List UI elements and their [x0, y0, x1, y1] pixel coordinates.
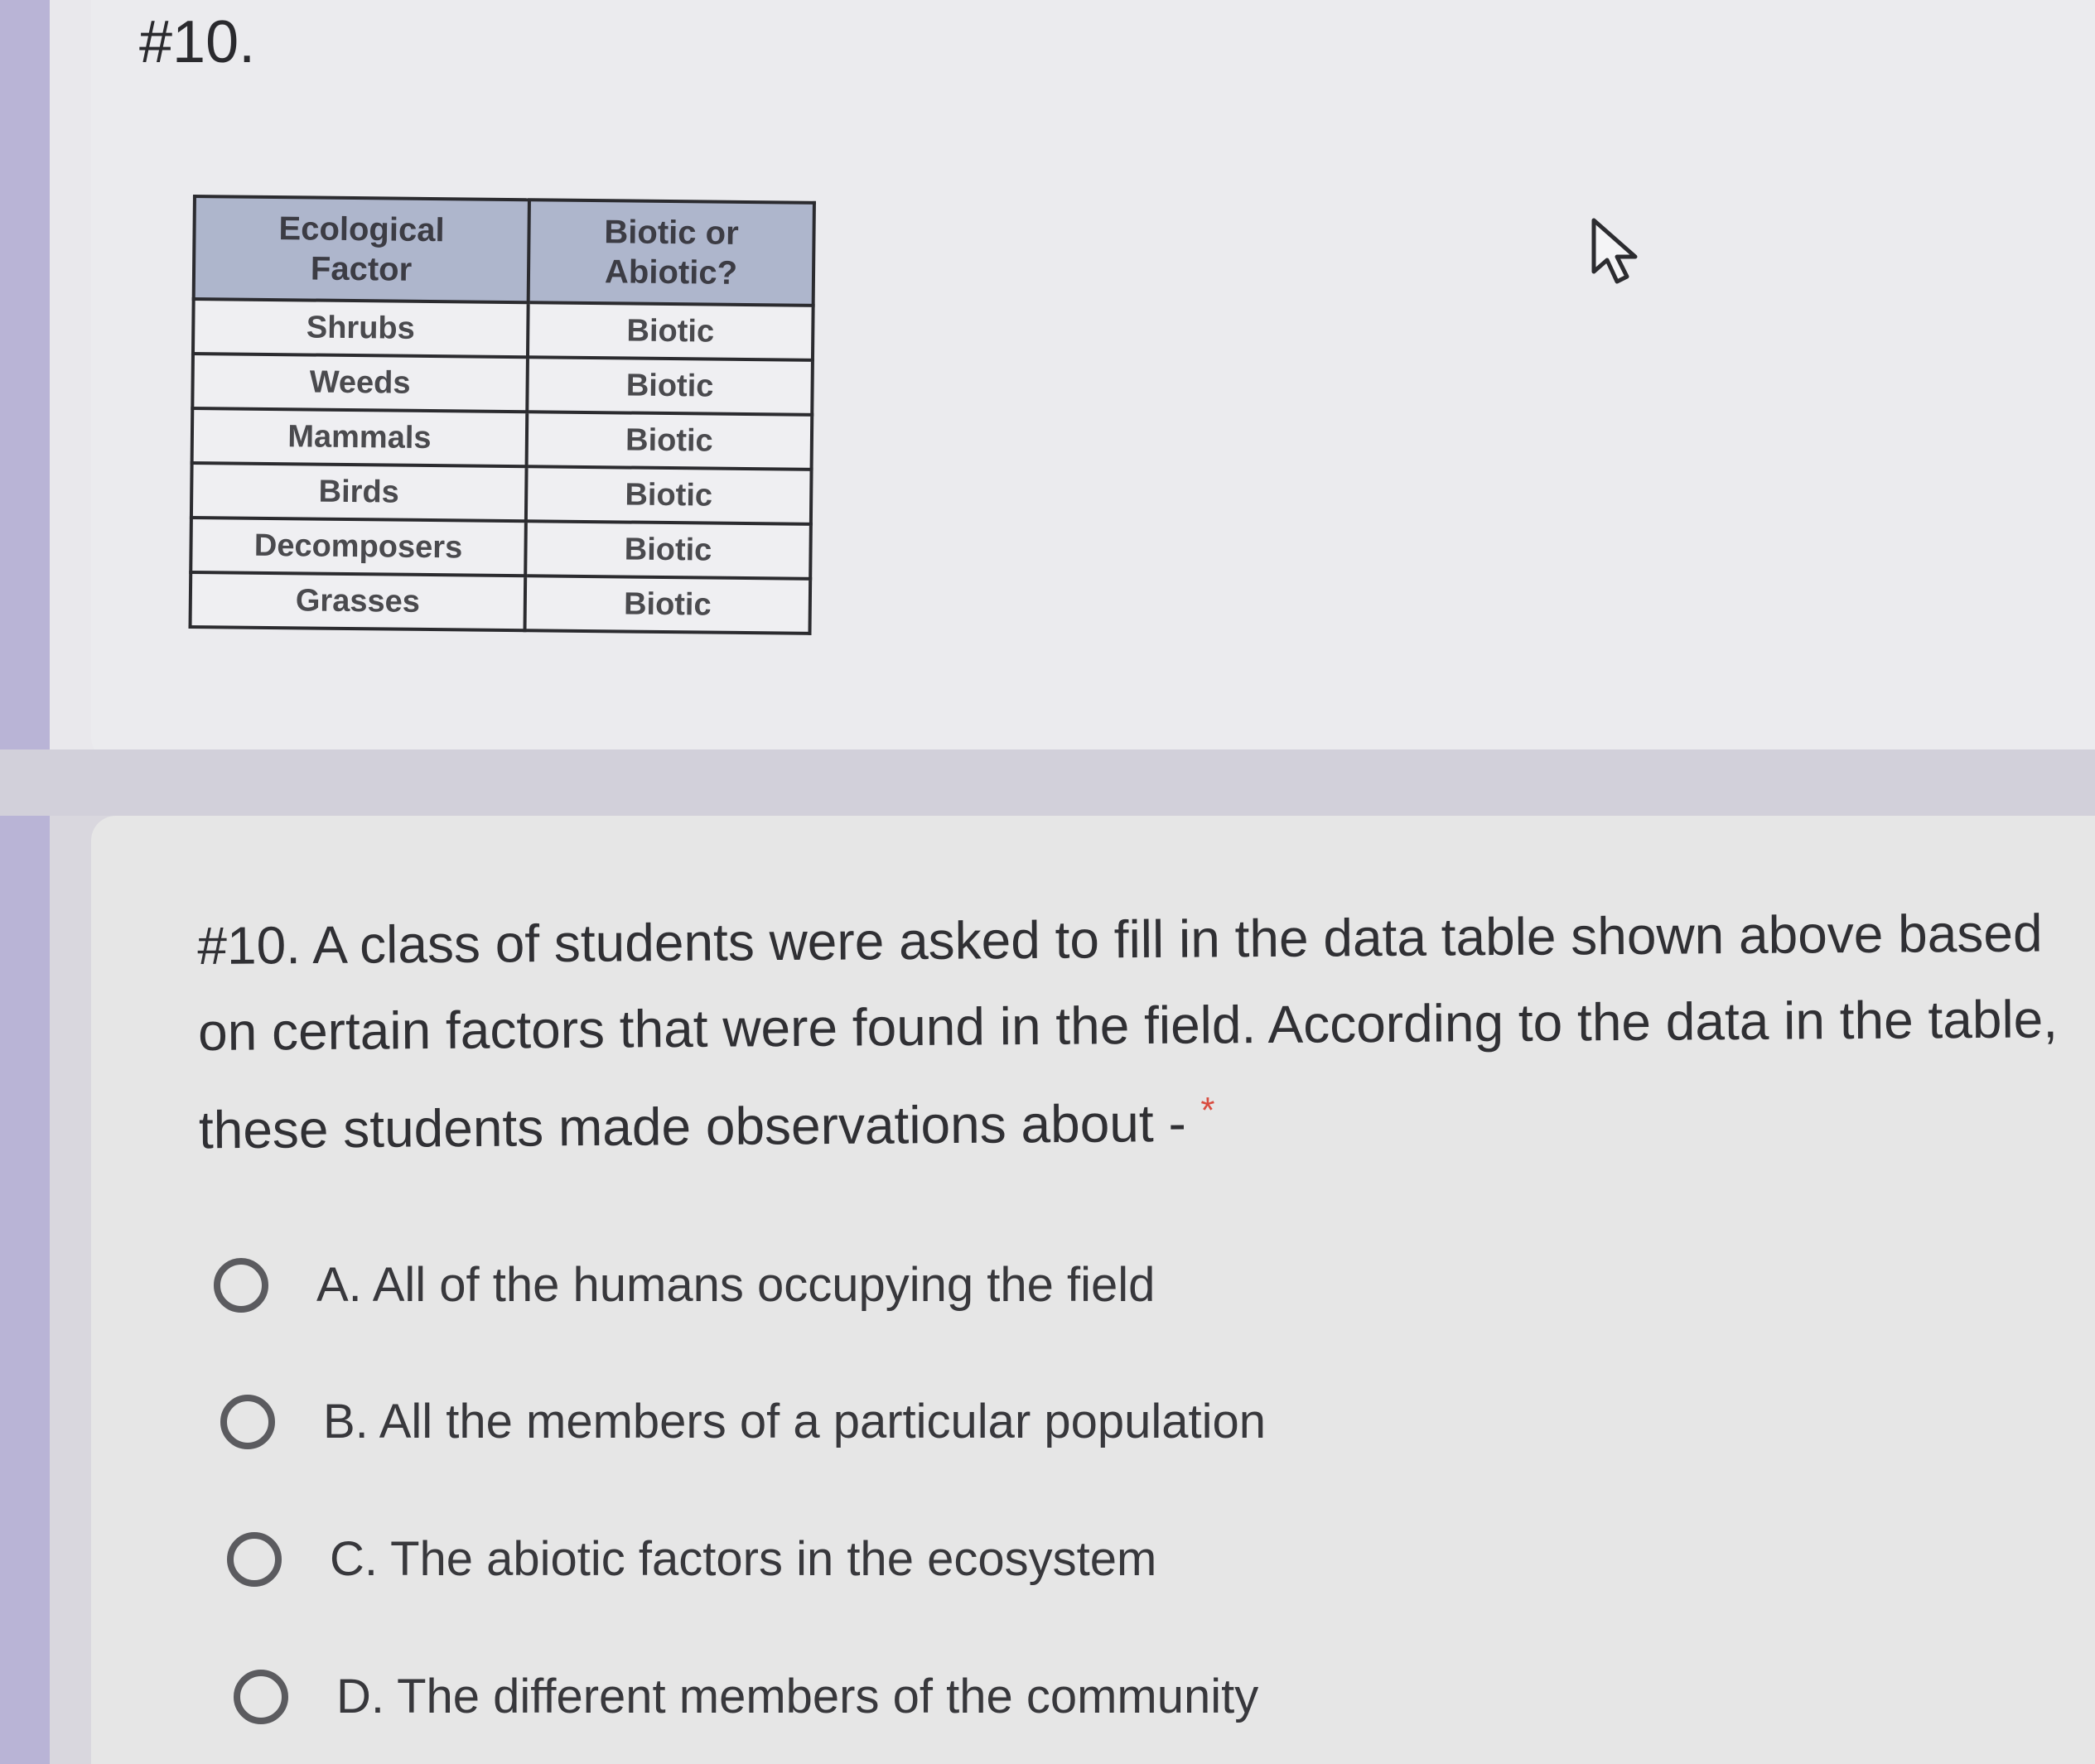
ecological-factor-table	[189, 195, 816, 635]
table-row	[191, 463, 812, 524]
factor-cell: Mammals	[192, 408, 528, 466]
table-row	[191, 572, 811, 634]
table-row	[192, 408, 813, 470]
table-header-row	[194, 196, 814, 306]
radio-button-icon[interactable]	[227, 1532, 282, 1587]
header-line: Biotic or	[604, 214, 739, 252]
left-accent-strip	[0, 0, 50, 1764]
option-label: C. The abiotic factors in the ecosystem	[330, 1532, 1157, 1586]
header-line: Ecological	[278, 210, 445, 249]
radio-button-icon[interactable]	[220, 1395, 275, 1449]
table-header-biotic-abiotic	[529, 200, 814, 306]
question-text: #10. A class of students were asked to fill in the data table shown above based on certain factors that were found in the field. According to the data in the table, these students made observations about -	[197, 903, 2059, 1160]
factor-cell: Weeds	[192, 354, 528, 412]
required-marker: *	[1200, 1090, 1215, 1131]
header-line: Factor	[310, 250, 413, 288]
page-title: #10.	[139, 9, 256, 75]
factor-cell: Birds	[191, 463, 527, 521]
mouse-pointer-icon	[1591, 217, 1648, 291]
type-cell: Biotic	[526, 466, 812, 524]
type-cell: Biotic	[525, 576, 811, 634]
type-cell: Biotic	[527, 357, 813, 415]
factor-cell: Shrubs	[193, 299, 529, 357]
type-cell: Biotic	[528, 302, 813, 360]
option-b[interactable]	[220, 1394, 1266, 1449]
table-row	[192, 354, 813, 415]
table-header-ecological-factor	[194, 196, 529, 302]
option-label: B. All the members of a particular population	[323, 1395, 1267, 1448]
factor-cell: Grasses	[191, 572, 526, 630]
section-divider-band	[0, 749, 2095, 816]
option-label: D. The different members of the community	[336, 1670, 1259, 1723]
radio-button-icon[interactable]	[234, 1670, 288, 1724]
option-d[interactable]	[234, 1669, 1258, 1724]
radio-button-icon[interactable]	[214, 1258, 268, 1313]
type-cell: Biotic	[527, 412, 813, 470]
header-line: Abiotic?	[604, 253, 738, 292]
question-text-block	[197, 889, 2088, 1173]
option-c[interactable]	[227, 1531, 1156, 1587]
type-cell: Biotic	[525, 521, 811, 579]
table-row	[191, 518, 811, 579]
table-row	[193, 299, 813, 360]
factor-cell: Decomposers	[191, 518, 526, 576]
option-a[interactable]	[214, 1257, 1155, 1313]
option-label: A. All of the humans occupying the field	[316, 1258, 1156, 1312]
